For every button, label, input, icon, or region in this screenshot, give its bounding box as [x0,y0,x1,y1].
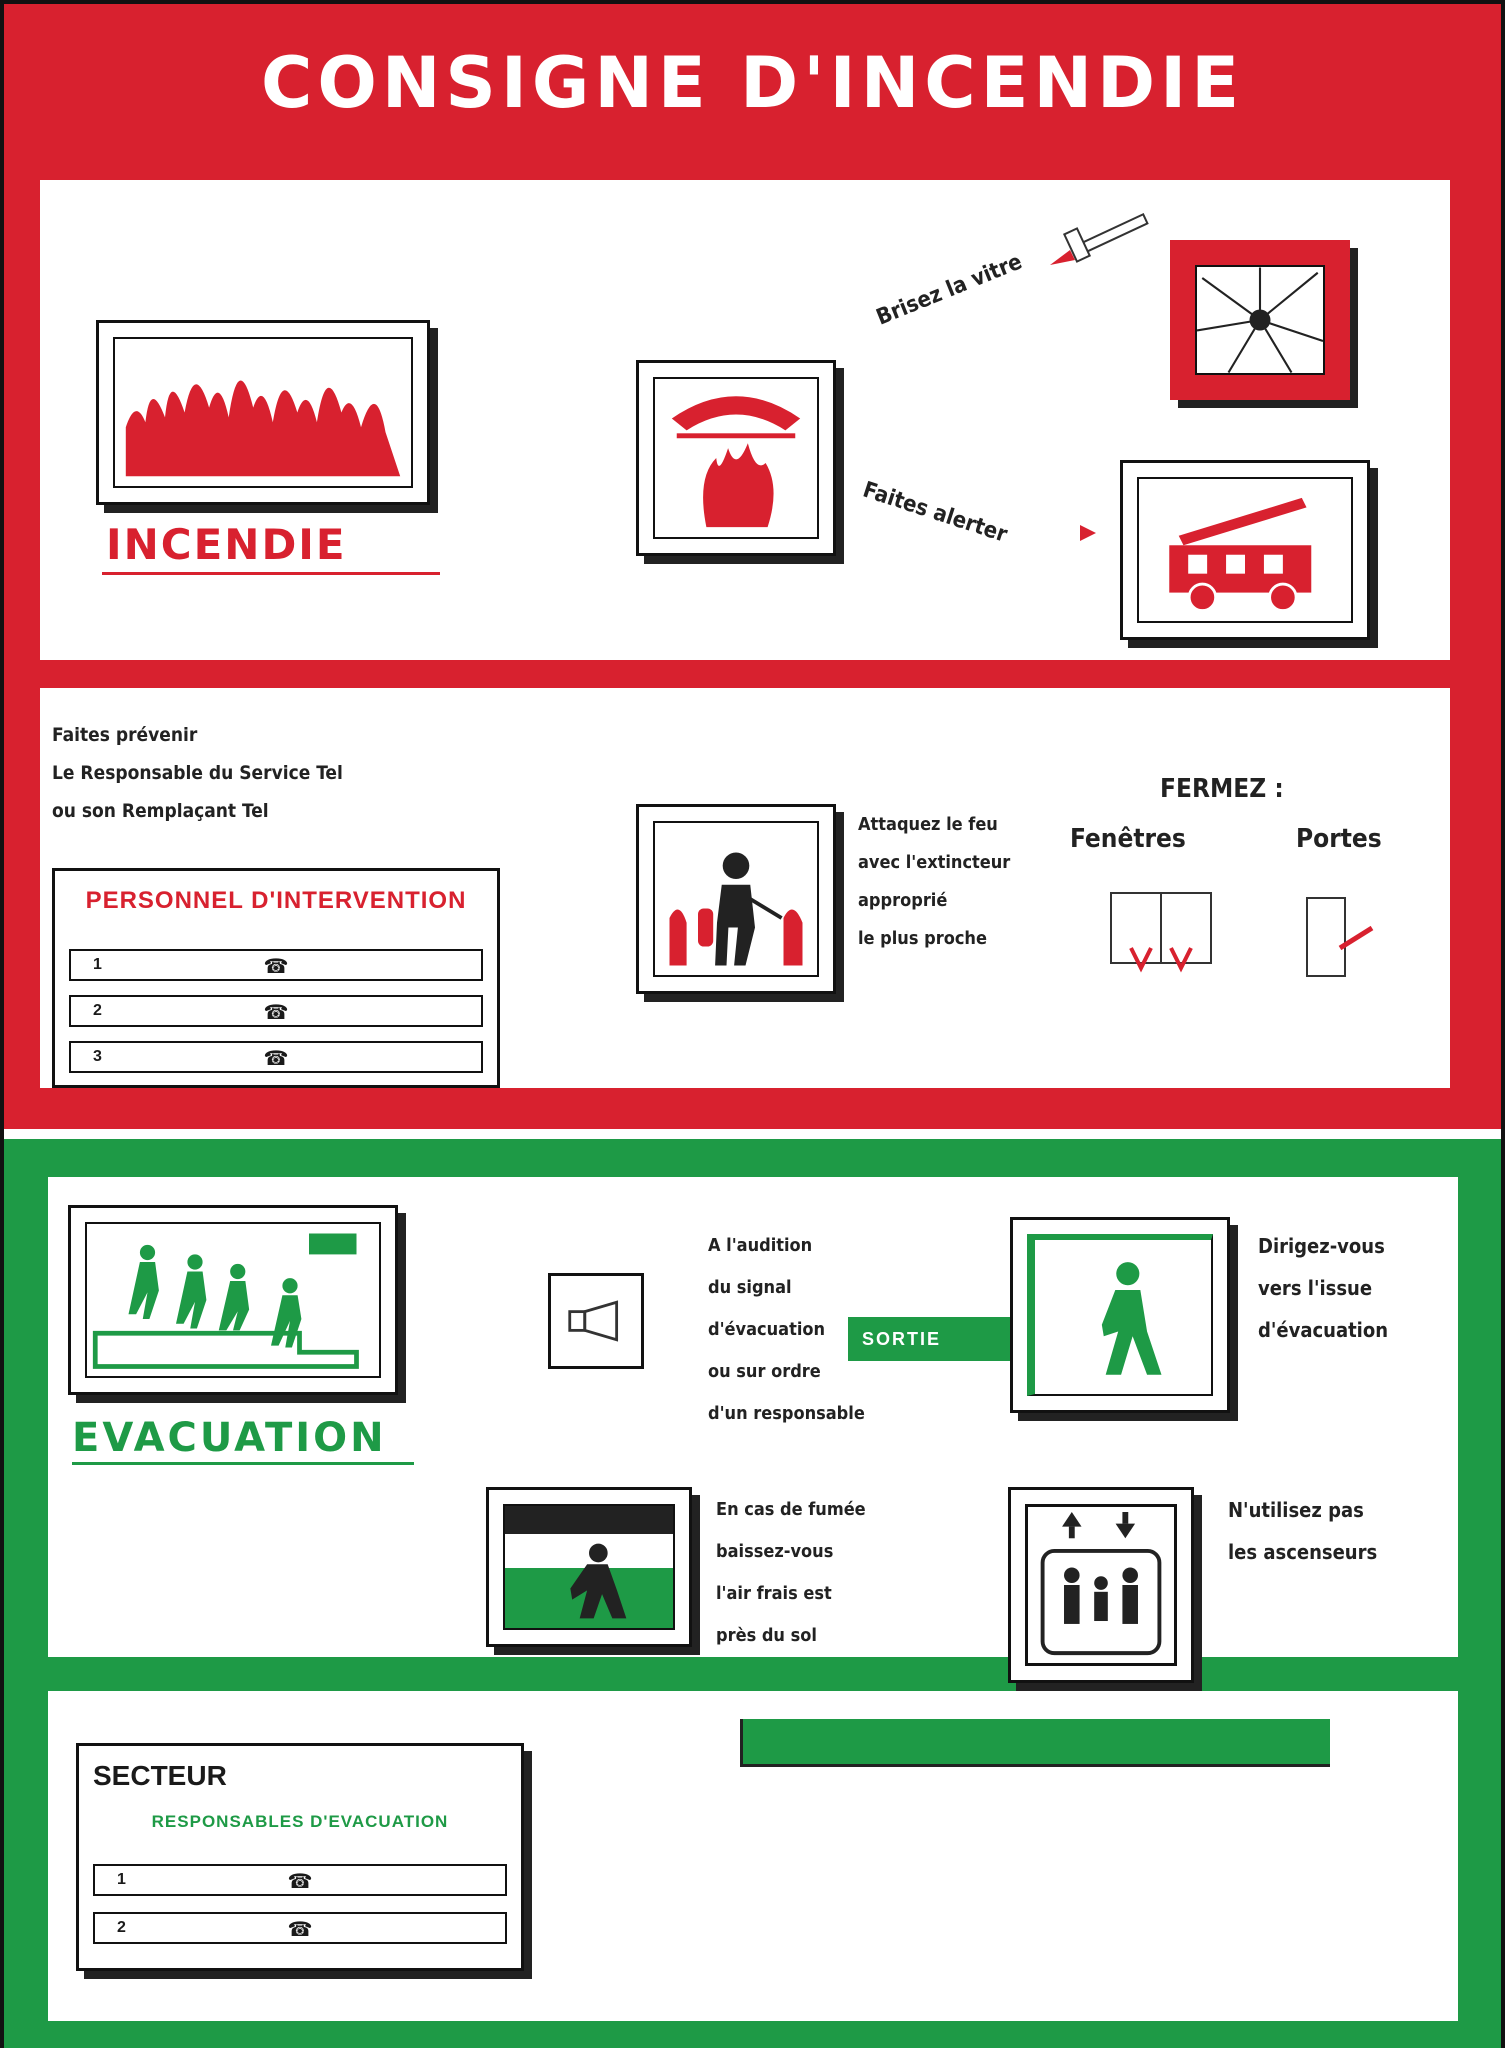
extinguisher-line-2: avec l'extincteur [858,852,1011,873]
direct-line-2: vers l'issue [1258,1276,1373,1300]
intervention-box-title: PERSONNEL D'INTERVENTION [85,887,467,914]
exit-direction-pictogram [1010,1217,1230,1413]
evacuation-pictogram [68,1205,398,1395]
intervention-row-2: 2 ☎ [69,995,483,1027]
intervention-panel [40,688,1450,1088]
break-glass-text: Brisez la vitre [872,249,1026,331]
siren-pictogram [548,1273,644,1369]
incendie-label: INCENDIE [106,520,347,569]
walking-person-icon [1035,1240,1211,1394]
smoke-pictogram [486,1487,692,1647]
crawling-person-icon [505,1506,673,1628]
signal-line-3: d'évacuation [708,1319,826,1340]
fire-truck-icon [1139,479,1351,621]
extinguisher-person-icon [655,823,817,975]
alert-arrow [1080,525,1096,541]
windows-label: Fenêtres [1070,824,1186,854]
people-stairs-icon [87,1224,379,1376]
warn-line-1: Faites prévenir [52,724,198,746]
fire-truck-pictogram [1120,460,1370,640]
secteur-subtitle: RESPONSABLES D'EVACUATION [151,1812,449,1831]
secteur-panel [48,1691,1458,2021]
intervention-contacts [52,868,500,1088]
smoke-line-3: l'air frais est [716,1583,832,1604]
door-icon [1302,893,1382,983]
phone-icon: ☎ [263,956,289,978]
signal-line-5: d'un responsable [708,1403,865,1424]
fire-alarm-icon [655,379,817,537]
evacuation-label: EVACUATION [72,1415,387,1461]
elevator-icon [1028,1507,1174,1663]
phone-icon: ☎ [263,1048,289,1070]
intervention-row-3: 3 ☎ [69,1041,483,1073]
window-icon [1106,888,1216,978]
extinguisher-line-1: Attaquez le feu [858,814,998,835]
fire-alarm-pictogram [636,360,836,556]
break-glass-pictogram [1170,240,1350,400]
signal-line-2: du signal [708,1277,792,1298]
smoke-line-1: En cas de fumée [716,1499,866,1520]
intervention-row-1: 1 ☎ [69,949,483,981]
elevator-line-2: les ascenseurs [1228,1540,1378,1564]
fire-icon [115,339,411,486]
elevator-line-1: N'utilisez pas [1228,1498,1364,1522]
extinguisher-pictogram [636,804,836,994]
secteur-title: SECTEUR [93,1760,227,1791]
alert-text: Faites alerter [859,477,1011,548]
close-title: FERMEZ : [1160,774,1284,804]
fire-alert-panel [40,180,1450,660]
secteur-row-2: 2 ☎ [93,1912,507,1944]
evacuation-underline [72,1462,414,1465]
broken-glass-icon [1197,267,1323,373]
elevator-pictogram [1008,1487,1194,1683]
phone-icon: ☎ [287,1919,313,1941]
smoke-line-2: baissez-vous [716,1541,834,1562]
extinguisher-line-4: le plus proche [858,928,987,949]
direct-line-1: Dirigez-vous [1258,1234,1385,1258]
incendie-underline [102,572,440,575]
doors-label: Portes [1296,824,1382,854]
green-banner [740,1719,1330,1767]
warn-line-3: ou son Remplaçant Tel [52,800,269,822]
fire-pictogram [96,320,430,505]
secteur-box [76,1743,524,1971]
hammer-icon [1040,210,1160,280]
evacuation-panel [48,1177,1458,1657]
poster-title: CONSIGNE D'INCENDIE [260,42,1245,124]
phone-icon: ☎ [287,1871,313,1893]
siren-icon [551,1276,641,1366]
smoke-line-4: près du sol [716,1625,817,1646]
secteur-row-1: 1 ☎ [93,1864,507,1896]
evacuation-section [4,1139,1501,2048]
warn-line-2: Le Responsable du Service Tel [52,762,343,784]
signal-line-1: A l'audition [708,1235,813,1256]
exit-sign-icon: SORTIE [848,1317,1028,1361]
fire-section [4,4,1501,1129]
extinguisher-line-3: approprié [858,890,948,911]
direct-line-3: d'évacuation [1258,1318,1389,1342]
signal-line-4: ou sur ordre [708,1361,821,1382]
phone-icon: ☎ [263,1002,289,1024]
